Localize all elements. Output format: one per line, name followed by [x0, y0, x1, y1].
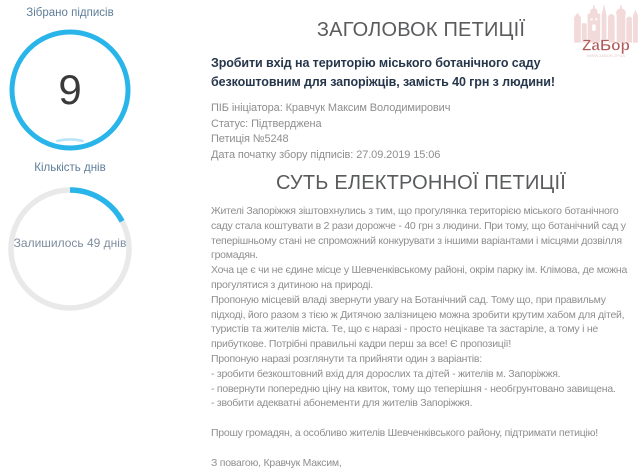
- petition-heading: ЗАГОЛОВОК ПЕТИЦІЇ: [316, 19, 526, 41]
- petition-meta: [211, 101, 631, 163]
- petition-bullet-item: - повернути попередню ціну на квиток, тому що теперішня - необгрунтовано завищена.: [211, 382, 616, 395]
- meta-start-date: Дата початку збору підписів: 27.09.2019 15:06: [211, 148, 441, 161]
- zabor-logo-text: ZаБор: [581, 37, 631, 55]
- petition-bullet-item: - зробити безкоштовний вхід для дорослих та дітей - жителів м. Запоріжжя.: [211, 367, 561, 380]
- petition-paragraph: Пропоную наразі розглянути та прийняти один з варіантів:: [211, 352, 482, 365]
- petition-bullet-item: - звобити адекватні абонементи для жителів Запоріжжя.: [211, 397, 473, 410]
- petition-paragraph: Хоча це є чи не єдине місце у Шевченківському районі, окрім парку ім. Клімова, де можна прогулятися з дитиною на природі.: [211, 264, 628, 291]
- petition-body: [211, 204, 631, 471]
- petition-call-to-action: Прошу громадян, а особливо жителів Шевченківського району, підтримати петицію!: [211, 427, 598, 440]
- petition-content: [211, 0, 631, 471]
- meta-status: Статус: Підтверджена: [211, 117, 322, 130]
- petition-stats-sidebar: [0, 0, 210, 453]
- signatures-label: Зібрано підписів: [26, 7, 114, 19]
- signatures-count: 9: [58, 66, 82, 113]
- petition-paragraph: Пропоную місцевій владі звернути увагу на Ботанічний сад. Тому що, при правильму підході, його разом з тією ж Дитячою залізницею можна зробити крутим хабом для дітей, туристів та жителів міста. Те, що є наразі - просто нецікаве та застаріле, а тому і не прибуткове. Потрібні правильні кадри перш за все! Є пропозиції!: [211, 293, 625, 351]
- zabor-logo-site-url: WWW.ZABOR.ZP.UA: [587, 53, 625, 59]
- petition-paragraph: Жителі Запоріжжя зіштовхнулись з тим, що прогулянка територією міського ботанічного саду стала коштувати в 2 рази дорожче - 40 грн з людини. При тому, що ботанічний сад у теперішньому стані не спроможний конкурувати з іншими варіантами і місцями дозвілля громадян.: [211, 205, 626, 262]
- meta-initiator: ПІБ ініціатора: Кравчук Максим Володимирович: [211, 102, 451, 114]
- petition-title: Зробити вхід на територію міського ботанічного саду безкоштовним для запоріжців, замість 40 грн з людини!: [211, 56, 555, 89]
- petition-signature-line: З повагою, Кравчук Максим,: [211, 456, 342, 469]
- petition-body-heading: СУТЬ ЕЛЕКТРОННОЇ ПЕТИЦІЇ: [275, 172, 567, 194]
- days-remaining-text: Залишилось 49 днів: [13, 236, 127, 250]
- meta-number: Петиція №5248: [211, 133, 289, 145]
- days-label: Кількість днів: [34, 162, 106, 174]
